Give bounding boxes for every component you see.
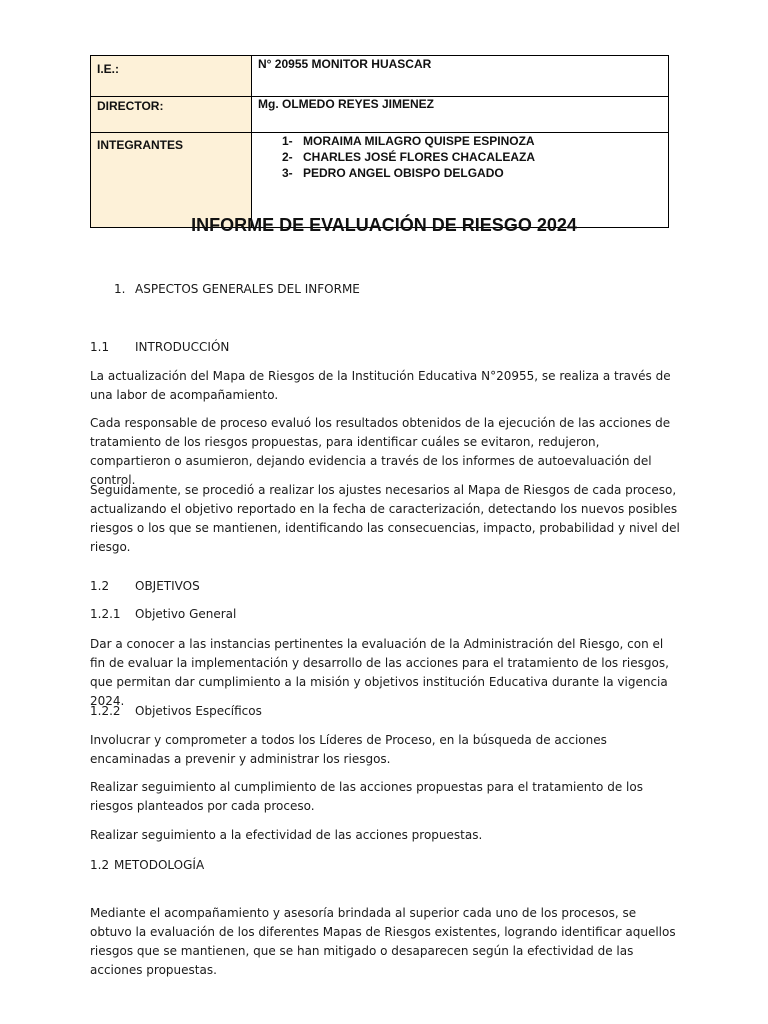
member-number: 1- <box>282 134 293 148</box>
members-list <box>258 133 662 181</box>
general-objective-text: Dar a conocer a las instancias pertinentes la evaluación de la Administración del Riesgo, con el fin de evaluar la implementación y desarrollo de las acciones para el tratamiento de los riesgos, que permitan dar cumplimiento a la misión y objetivos institución Educativa durante la vigencia 2024. <box>90 637 669 708</box>
director-label: DIRECTOR: <box>91 97 252 133</box>
section-title: OBJETIVOS <box>135 579 200 593</box>
section-number: 1.2.2 <box>90 704 121 718</box>
section-title: ASPECTOS GENERALES DEL INFORME <box>135 282 360 296</box>
member-name: MORAIMA MILAGRO QUISPE ESPINOZA <box>303 134 535 148</box>
section-number: 1. <box>114 282 126 296</box>
list-item <box>282 165 662 181</box>
section-title: Objetivos Específicos <box>135 704 262 718</box>
specific-objectives-heading <box>90 704 262 718</box>
ie-row <box>91 56 669 97</box>
intro-paragraph-3: Seguidamente, se procedió a realizar los ajustes necesarios al Mapa de Riesgos de cada proceso, actualizando el objetivo reportado en la fecha de caracterización, detectando los nuevos posibles riesgos o los que se mantienen, identificando las consecuencias, impacto, probabilidad y nivel del riesgo. <box>90 483 680 554</box>
institution-info-table <box>90 55 669 228</box>
general-objective-heading <box>90 607 236 621</box>
intro-heading <box>90 340 229 354</box>
section-title: Objetivo General <box>135 607 237 621</box>
specific-objective-3: Realizar seguimiento a la efectividad de las acciones propuestas. <box>90 828 483 842</box>
director-value: Mg. OLMEDO REYES JIMENEZ <box>252 97 669 133</box>
methodology-text: Mediante el acompañamiento y asesoría brindada al superior cada uno de los procesos, se obtuvo la evaluación de los diferentes Mapas de Riesgos existentes, logrando identificar aquellos riesgos que se mantienen, que se han mitigado o desaparecen según la efectividad de las acciones propuestas. <box>90 906 676 977</box>
methodology-heading <box>90 858 204 872</box>
specific-objective-2: Realizar seguimiento al cumplimiento de las acciones propuestas para el tratamiento de los riesgos planteados por cada proceso. <box>90 780 643 813</box>
objectives-heading <box>90 579 200 593</box>
intro-paragraph-2: Cada responsable de proceso evaluó los resultados obtenidos de la ejecución de las acciones de tratamiento de los riesgos propuestas, para identificar cuáles se evitaron, redujeron, compartieron o asumieron, dejando evidencia a través de los informes de autoevaluación del control. <box>90 416 671 487</box>
section-title: INTRODUCCIÓN <box>135 340 230 354</box>
members-label: INTEGRANTES <box>91 133 252 228</box>
members-cell <box>252 133 669 228</box>
list-item <box>282 133 662 149</box>
ie-value: N° 20955 MONITOR HUASCAR <box>252 56 669 97</box>
section-1-heading <box>114 282 360 296</box>
list-item <box>282 149 662 165</box>
section-number: 1.1 <box>90 340 110 354</box>
member-name: PEDRO ANGEL OBISPO DELGADO <box>303 166 504 180</box>
member-number: 3- <box>282 166 293 180</box>
specific-objective-1: Involucrar y comprometer a todos los Líderes de Proceso, en la búsqueda de acciones encaminadas a prevenir y administrar los riesgos. <box>90 733 607 766</box>
section-number: 1.2.1 <box>90 607 121 621</box>
member-number: 2- <box>282 150 293 164</box>
intro-paragraph-1: La actualización del Mapa de Riesgos de la Institución Educativa N°20955, se realiza a través de una labor de acompañamiento. <box>90 369 671 402</box>
members-row <box>91 133 669 228</box>
ie-label: I.E.: <box>91 56 252 97</box>
director-row <box>91 97 669 133</box>
section-number: 1.2 <box>90 858 110 872</box>
section-title: METODOLOGÍA <box>114 858 205 872</box>
report-title: INFORME DE EVALUACIÓN DE RIESGO 2024 <box>191 215 577 235</box>
member-name: CHARLES JOSÉ FLORES CHACALEAZA <box>303 150 536 164</box>
section-number: 1.2 <box>90 579 110 593</box>
